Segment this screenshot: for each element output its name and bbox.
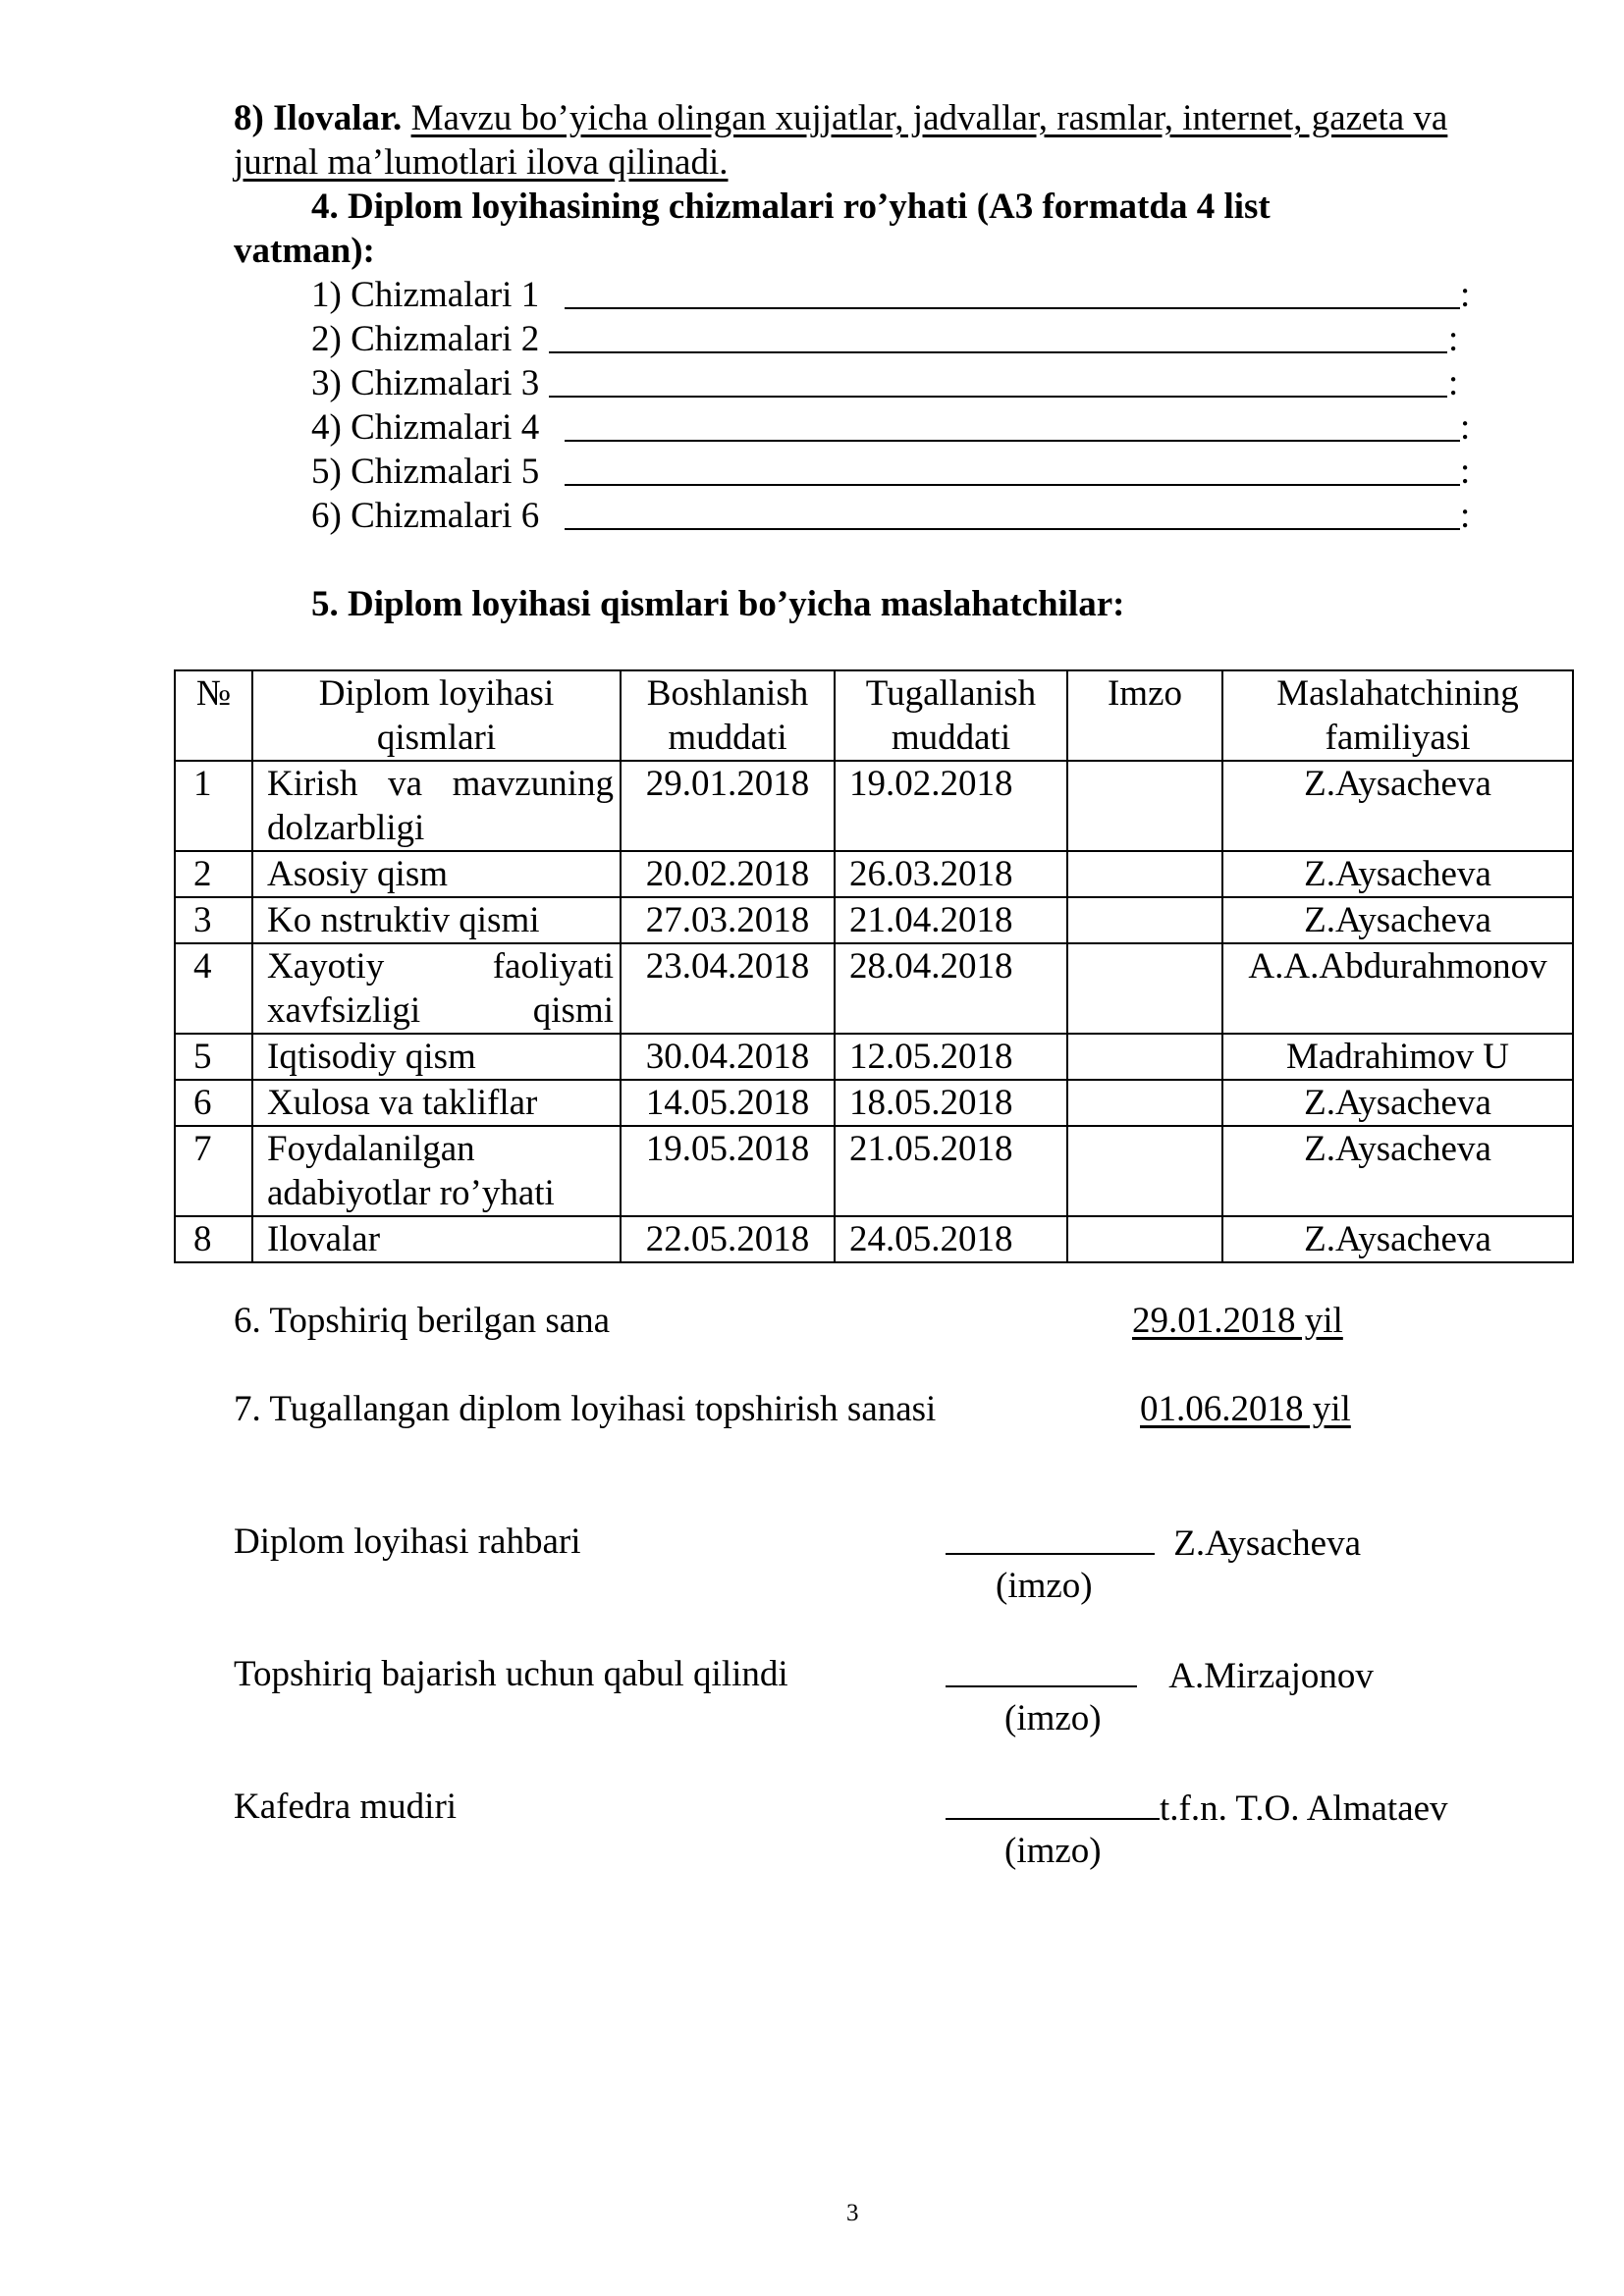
drawing-item <box>311 361 1459 405</box>
table-row <box>175 1126 1573 1216</box>
row-part: Ilovalar <box>252 1216 621 1262</box>
header-start: Boshlanish muddati <box>621 670 835 761</box>
section-8-text: Mavzu bo’yicha olingan xujjatlar, jadvallar, rasmlar, internet, gazeta va jurnal ma’lumotlari ilova qilinadi. <box>234 98 1448 183</box>
signature-caption: (imzo) <box>1004 1831 1102 1871</box>
table-row <box>175 1216 1573 1262</box>
drawing-item-colon: : <box>1460 407 1471 448</box>
table-row <box>175 851 1573 897</box>
fill-line <box>565 440 1460 442</box>
row-part: Iqtisodiy qism <box>252 1034 621 1080</box>
section-6-date: 29.01.2018 yil <box>1132 1301 1343 1341</box>
row-end: 26.03.2018 <box>835 851 1067 897</box>
row-number: 6 <box>175 1080 252 1126</box>
drawing-item-colon: : <box>1448 319 1459 359</box>
row-number: 3 <box>175 897 252 943</box>
section-8-heading: 8) Ilovalar. <box>234 98 403 138</box>
row-part: Foydalanilgan adabiyotlar ro’yhati <box>252 1126 621 1216</box>
fill-line <box>565 528 1460 530</box>
row-part: Kirish va mavzuning dolzarbligi <box>252 761 621 851</box>
row-end: 19.02.2018 <box>835 761 1067 851</box>
row-consultant: Z.Aysacheva <box>1222 897 1573 943</box>
row-sign <box>1067 943 1222 1034</box>
header-part: Diplom loyihasi qismlari <box>252 670 621 761</box>
drawing-item-label: 2) Chizmalari 2 <box>311 319 540 359</box>
section-4-title-line2: vatman): <box>234 231 375 271</box>
fill-line <box>565 484 1460 486</box>
row-part: Xulosa va takliflar <box>252 1080 621 1126</box>
row-start: 19.05.2018 <box>621 1126 835 1216</box>
row-number: 5 <box>175 1034 252 1080</box>
row-end: 12.05.2018 <box>835 1034 1067 1080</box>
row-number: 1 <box>175 761 252 851</box>
row-consultant: Z.Aysacheva <box>1222 761 1573 851</box>
drawing-item-label: 4) Chizmalari 4 <box>311 407 540 448</box>
signature-line <box>946 1520 1155 1555</box>
row-start: 23.04.2018 <box>621 943 835 1034</box>
drawing-item-label: 3) Chizmalari 3 <box>311 363 540 403</box>
row-start: 27.03.2018 <box>621 897 835 943</box>
row-number: 4 <box>175 943 252 1034</box>
row-consultant: Z.Aysacheva <box>1222 1216 1573 1262</box>
row-end: 21.04.2018 <box>835 897 1067 943</box>
fill-line <box>549 396 1447 398</box>
row-end: 24.05.2018 <box>835 1216 1067 1262</box>
drawing-item-label: 6) Chizmalari 6 <box>311 496 540 536</box>
row-start: 30.04.2018 <box>621 1034 835 1080</box>
signature-block-student <box>946 1652 1374 1698</box>
drawing-item <box>311 317 1459 361</box>
drawing-item-colon: : <box>1460 275 1471 315</box>
row-number: 7 <box>175 1126 252 1216</box>
table-row <box>175 1034 1573 1080</box>
row-sign <box>1067 1216 1222 1262</box>
drawing-item-label: 1) Chizmalari 1 <box>311 275 540 315</box>
header-number: № <box>175 670 252 761</box>
row-sign <box>1067 851 1222 897</box>
header-end: Tugallanish muddati <box>835 670 1067 761</box>
signature-caption: (imzo) <box>1004 1698 1102 1738</box>
drawing-item-label: 5) Chizmalari 5 <box>311 452 540 492</box>
section-4-title-line1: 4. Diplom loyihasining chizmalari ro’yhati (A3 formatda 4 list <box>311 187 1271 227</box>
header-consultant: Maslahatchining familiyasi <box>1222 670 1573 761</box>
consultants-table <box>174 669 1574 1263</box>
table-row <box>175 897 1573 943</box>
section-6-label: 6. Topshiriq berilgan sana <box>234 1301 611 1341</box>
row-consultant: A.A.Abdurahmonov <box>1222 943 1573 1034</box>
signature-role-student: Topshiriq bajarish uchun qabul qilindi <box>234 1654 788 1694</box>
row-start: 22.05.2018 <box>621 1216 835 1262</box>
row-sign <box>1067 897 1222 943</box>
drawing-item-colon: : <box>1460 496 1471 536</box>
row-sign <box>1067 1126 1222 1216</box>
row-consultant: Madrahimov U <box>1222 1034 1573 1080</box>
row-part: Xayotiy faoliyati xavfsizligi qismi <box>252 943 621 1034</box>
signature-block-head <box>946 1785 1448 1831</box>
signature-name: t.f.n. T.O. Almataev <box>1160 1789 1448 1829</box>
fill-line <box>549 351 1447 353</box>
drawing-item-colon: : <box>1460 452 1471 492</box>
signature-name: Z.Aysacheva <box>1173 1523 1362 1564</box>
row-sign <box>1067 761 1222 851</box>
fill-line <box>565 307 1460 309</box>
header-sign: Imzo <box>1067 670 1222 761</box>
drawing-item <box>311 494 1471 538</box>
signature-role-supervisor: Diplom loyihasi rahbari <box>234 1522 581 1562</box>
signature-caption: (imzo) <box>996 1566 1093 1606</box>
table-row <box>175 943 1573 1034</box>
row-end: 21.05.2018 <box>835 1126 1067 1216</box>
section-7-label: 7. Tugallangan diplom loyihasi topshirish sanasi <box>234 1389 937 1429</box>
section-8-paragraph <box>234 96 1481 185</box>
drawing-item-colon: : <box>1448 363 1459 403</box>
row-consultant: Z.Aysacheva <box>1222 851 1573 897</box>
row-part: Asosiy qism <box>252 851 621 897</box>
signature-name: A.Mirzajonov <box>1168 1656 1374 1696</box>
section-5-title: 5. Diplom loyihasi qismlari bo’yicha maslahatchilar: <box>311 584 1125 624</box>
row-end: 28.04.2018 <box>835 943 1067 1034</box>
drawing-item <box>311 450 1471 494</box>
drawing-item <box>311 273 1471 317</box>
row-start: 20.02.2018 <box>621 851 835 897</box>
table-header-row <box>175 670 1573 761</box>
page-number: 3 <box>846 2200 859 2226</box>
row-sign <box>1067 1034 1222 1080</box>
row-consultant: Z.Aysacheva <box>1222 1080 1573 1126</box>
section-7-date: 01.06.2018 yil <box>1140 1389 1351 1429</box>
signature-line <box>946 1652 1137 1687</box>
row-consultant: Z.Aysacheva <box>1222 1126 1573 1216</box>
signature-role-head: Kafedra mudiri <box>234 1787 458 1827</box>
row-number: 2 <box>175 851 252 897</box>
table-row <box>175 1080 1573 1126</box>
row-part: Ko nstruktiv qismi <box>252 897 621 943</box>
row-start: 29.01.2018 <box>621 761 835 851</box>
row-sign <box>1067 1080 1222 1126</box>
drawing-item <box>311 405 1471 450</box>
signature-line <box>946 1785 1160 1820</box>
row-number: 8 <box>175 1216 252 1262</box>
row-start: 14.05.2018 <box>621 1080 835 1126</box>
signature-block-supervisor <box>946 1520 1361 1566</box>
table-row <box>175 761 1573 851</box>
row-end: 18.05.2018 <box>835 1080 1067 1126</box>
